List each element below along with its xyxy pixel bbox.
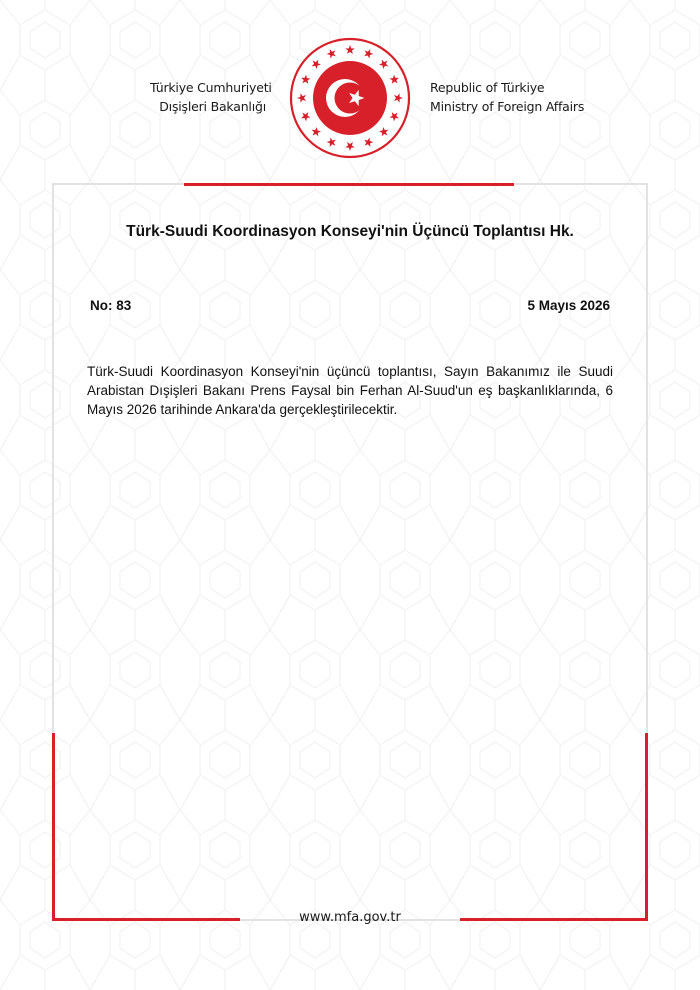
header-ministry-name-tr xyxy=(150,78,272,116)
footer-website[interactable]: www.mfa.gov.tr xyxy=(299,910,401,925)
document-body: Türk-Suudi Koordinasyon Konseyi'nin üçüncü toplantısı, Sayın Bakanımız ile Suudi Arabistan Dışişleri Bakanı Prens Faysal bin Ferhan Al-Suud'un eş başkanlıklarında, 6 Mayıs 2026 tarihinde Ankara'da gerçekleştirilecektir. xyxy=(87,364,613,417)
page-frame xyxy=(52,183,648,921)
header-right-line1: Republic of Türkiye xyxy=(430,80,545,95)
header-left-line2: Dışişleri Bakanlığı xyxy=(159,99,266,114)
header-left-line1: Türkiye Cumhuriyeti xyxy=(150,80,272,95)
crescent-star-emblem-icon xyxy=(289,37,411,159)
header-ministry-name-en xyxy=(430,78,630,116)
document-date: 5 Mayıs 2026 xyxy=(527,298,610,313)
document-number: No: 83 xyxy=(90,298,132,313)
frame-bottom-left-accent xyxy=(54,733,241,920)
document-title: Türk-Suudi Koordinasyon Konseyi'nin Üçüncü Toplantısı Hk. xyxy=(126,223,574,240)
frame-bottom-right-accent xyxy=(460,733,647,920)
header-right-line2: Ministry of Foreign Affairs xyxy=(430,99,585,114)
